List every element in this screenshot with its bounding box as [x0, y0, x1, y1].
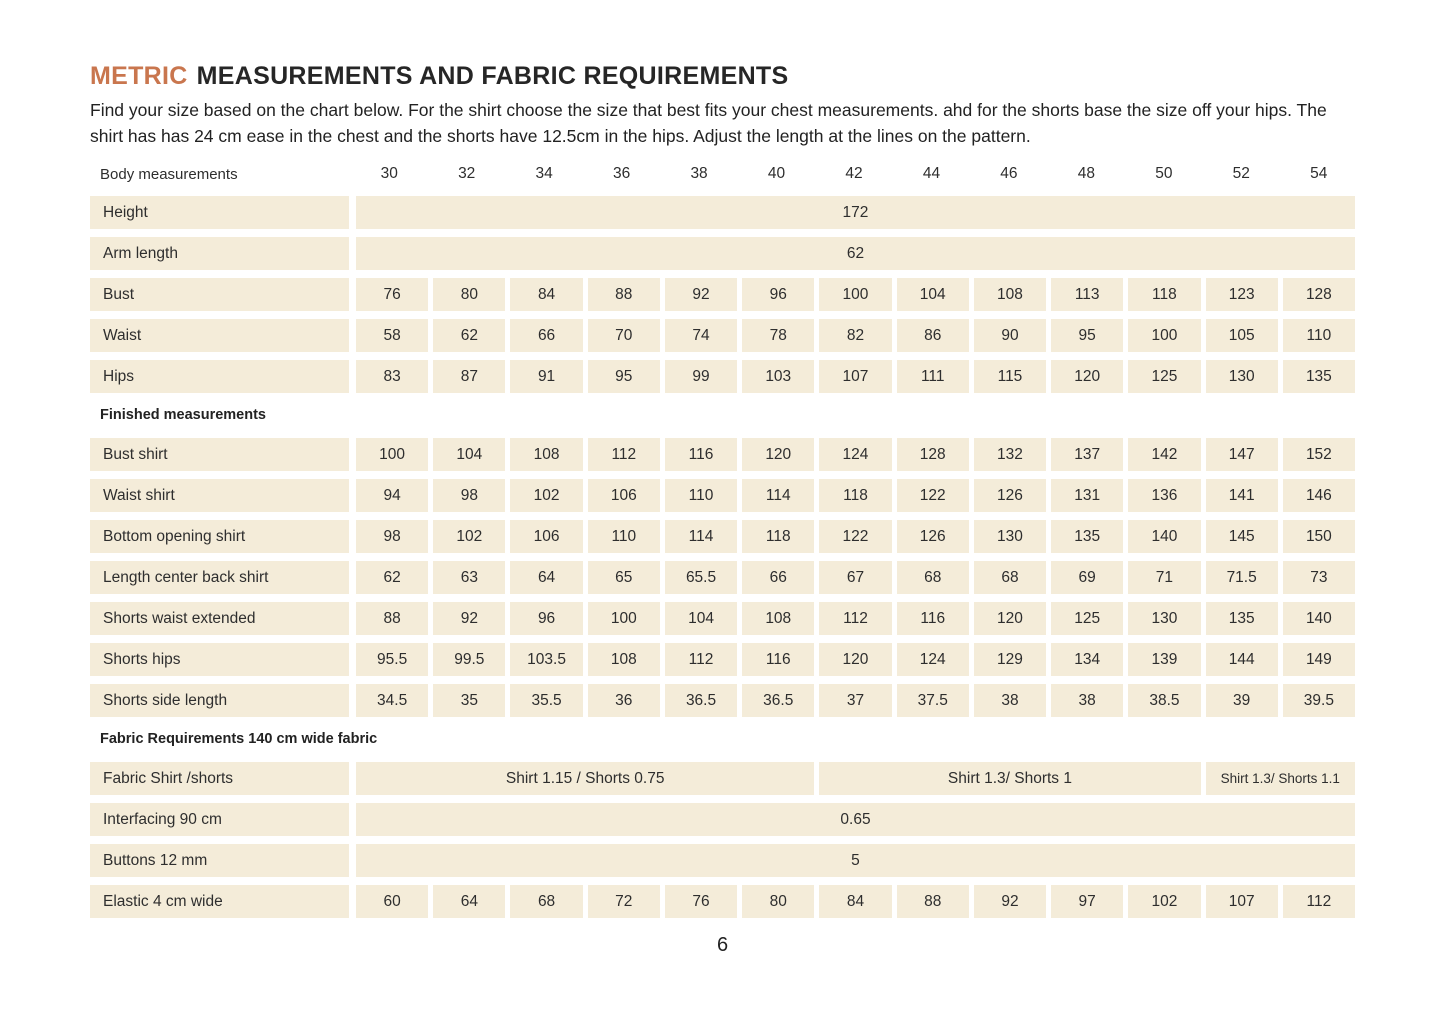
row-label: Shorts waist extended	[90, 602, 349, 635]
row-label: Buttons 12 mm	[90, 844, 349, 877]
value-cell: 135	[1206, 602, 1278, 635]
value-cell: 135	[1051, 520, 1123, 553]
value-cell: 112	[588, 438, 660, 471]
value-cell: 116	[742, 643, 814, 676]
table-row	[90, 196, 1355, 229]
value-cell: 91	[510, 360, 582, 393]
value-cell: 129	[974, 643, 1046, 676]
value-cell: 36.5	[665, 684, 737, 717]
row-values	[356, 278, 1355, 311]
value-cell: 86	[897, 319, 969, 352]
size-header: 54	[1310, 165, 1328, 182]
row-label: Waist shirt	[90, 479, 349, 512]
table-row	[90, 520, 1355, 553]
value-cell: 125	[1128, 360, 1200, 393]
value-cell: 87	[433, 360, 505, 393]
size-header: 40	[767, 165, 786, 182]
table-row	[90, 479, 1355, 512]
value-cell: 100	[1128, 319, 1200, 352]
value-cell: 88	[897, 885, 969, 918]
row-label: Bust shirt	[90, 438, 349, 471]
row-label: Shorts side length	[90, 684, 349, 717]
value-cell: 84	[819, 885, 891, 918]
value-cell: 94	[356, 479, 428, 512]
value-cell: 39	[1206, 684, 1278, 717]
size-header: 36	[612, 165, 631, 182]
value-cell: 125	[1051, 602, 1123, 635]
row-values	[356, 643, 1355, 676]
span-cell: 172	[356, 196, 1355, 229]
value-cell: 128	[897, 438, 969, 471]
value-cell: 107	[819, 360, 891, 393]
value-cell: 36.5	[742, 684, 814, 717]
span-cell: 62	[356, 237, 1355, 270]
value-cell: 134	[1051, 643, 1123, 676]
value-cell: 110	[1283, 319, 1355, 352]
value-cell: 144	[1206, 643, 1278, 676]
value-cell: 108	[588, 643, 660, 676]
row-label: Height	[90, 196, 349, 229]
value-cell: 65	[588, 561, 660, 594]
value-cell: 96	[742, 278, 814, 311]
size-header: 34	[535, 165, 553, 182]
value-cell: 88	[588, 278, 660, 311]
size-header: 48	[1077, 165, 1095, 182]
value-cell: 100	[588, 602, 660, 635]
value-cell: 112	[1283, 885, 1355, 918]
size-header: 44	[922, 165, 941, 182]
value-cell: 126	[897, 520, 969, 553]
value-cell: 116	[665, 438, 737, 471]
value-cell: 95	[1051, 319, 1123, 352]
value-cell: 145	[1206, 520, 1278, 553]
value-cell: 128	[1283, 278, 1355, 311]
value-cell: 137	[1051, 438, 1123, 471]
value-cell: 112	[665, 643, 737, 676]
value-cell: 64	[433, 885, 505, 918]
section-header: Finished measurements	[100, 407, 266, 423]
value-cell: 110	[588, 520, 660, 553]
size-header: 32	[458, 165, 476, 182]
value-cell: 139	[1128, 643, 1200, 676]
value-cell: 116	[897, 602, 969, 635]
measurement-table	[90, 161, 1355, 918]
value-cell: 146	[1283, 479, 1355, 512]
value-cell: 97	[1051, 885, 1123, 918]
value-cell: 92	[433, 602, 505, 635]
size-header-group	[353, 161, 1355, 187]
value-cell: 147	[1206, 438, 1278, 471]
value-cell: 38	[974, 684, 1046, 717]
value-cell: 36	[588, 684, 660, 717]
value-cell: 108	[742, 602, 814, 635]
row-values	[356, 762, 1355, 795]
value-cell: 126	[974, 479, 1046, 512]
value-cell: 105	[1206, 319, 1278, 352]
value-cell: 102	[510, 479, 582, 512]
span-cell: 0.65	[356, 803, 1355, 836]
row-label: Shorts hips	[90, 643, 349, 676]
value-cell: 120	[819, 643, 891, 676]
size-header: 30	[380, 165, 398, 182]
value-cell: 122	[819, 520, 891, 553]
span-cell: Shirt 1.3/ Shorts 1	[819, 762, 1200, 795]
size-header: 38	[690, 165, 708, 182]
table-row	[90, 885, 1355, 918]
row-values	[356, 319, 1355, 352]
value-cell: 64	[510, 561, 582, 594]
value-cell: 124	[819, 438, 891, 471]
table-row	[90, 602, 1355, 635]
value-cell: 63	[433, 561, 505, 594]
value-cell: 58	[356, 319, 428, 352]
value-cell: 35.5	[510, 684, 582, 717]
value-cell: 98	[356, 520, 428, 553]
row-values	[356, 520, 1355, 553]
value-cell: 110	[665, 479, 737, 512]
title-rest: MEASUREMENTS AND FABRIC REQUIREMENTS	[196, 62, 789, 90]
row-label: Elastic 4 cm wide	[90, 885, 349, 918]
table-row	[90, 360, 1355, 393]
value-cell: 135	[1283, 360, 1355, 393]
value-cell: 103	[742, 360, 814, 393]
span-cell: 5	[356, 844, 1355, 877]
row-values	[356, 561, 1355, 594]
value-cell: 114	[742, 479, 814, 512]
table-row	[90, 684, 1355, 717]
value-cell: 111	[897, 360, 969, 393]
value-cell: 100	[356, 438, 428, 471]
value-cell: 90	[974, 319, 1046, 352]
value-cell: 69	[1051, 561, 1123, 594]
value-cell: 115	[974, 360, 1046, 393]
value-cell: 122	[897, 479, 969, 512]
value-cell: 100	[819, 278, 891, 311]
table-row	[90, 319, 1355, 352]
value-cell: 118	[742, 520, 814, 553]
value-cell: 152	[1283, 438, 1355, 471]
value-cell: 131	[1051, 479, 1123, 512]
value-cell: 62	[356, 561, 428, 594]
section-header: Fabric Requirements 140 cm wide fabric	[100, 731, 378, 747]
row-label: Arm length	[90, 237, 349, 270]
value-cell: 71	[1128, 561, 1200, 594]
title-accent: METRIC	[90, 62, 188, 90]
value-cell: 76	[665, 885, 737, 918]
value-cell: 96	[510, 602, 582, 635]
row-values	[356, 844, 1355, 877]
value-cell: 68	[897, 561, 969, 594]
row-label: Fabric Shirt /shorts	[90, 762, 349, 795]
value-cell: 37.5	[897, 684, 969, 717]
value-cell: 130	[1128, 602, 1200, 635]
value-cell: 82	[819, 319, 891, 352]
value-cell: 98	[433, 479, 505, 512]
value-cell: 130	[974, 520, 1046, 553]
value-cell: 142	[1128, 438, 1200, 471]
value-cell: 99	[665, 360, 737, 393]
table-header-label: Body measurements	[100, 165, 238, 183]
value-cell: 106	[588, 479, 660, 512]
value-cell: 150	[1283, 520, 1355, 553]
value-cell: 102	[1128, 885, 1200, 918]
size-header: 50	[1155, 165, 1173, 182]
size-header: 42	[845, 165, 863, 182]
value-cell: 62	[433, 319, 505, 352]
value-cell: 92	[974, 885, 1046, 918]
table-row	[90, 561, 1355, 594]
row-values	[356, 684, 1355, 717]
value-cell: 108	[974, 278, 1046, 311]
value-cell: 120	[742, 438, 814, 471]
value-cell: 39.5	[1283, 684, 1355, 717]
value-cell: 38	[1051, 684, 1123, 717]
value-cell: 92	[665, 278, 737, 311]
table-header-row	[90, 161, 1355, 187]
span-cell: Shirt 1.15 / Shorts 0.75	[356, 762, 814, 795]
value-cell: 107	[1206, 885, 1278, 918]
value-cell: 71.5	[1206, 561, 1278, 594]
value-cell: 130	[1206, 360, 1278, 393]
value-cell: 106	[510, 520, 582, 553]
value-cell: 112	[819, 602, 891, 635]
value-cell: 132	[974, 438, 1046, 471]
value-cell: 68	[510, 885, 582, 918]
value-cell: 104	[433, 438, 505, 471]
value-cell: 102	[433, 520, 505, 553]
value-cell: 123	[1206, 278, 1278, 311]
value-cell: 95.5	[356, 643, 428, 676]
value-cell: 104	[665, 602, 737, 635]
value-cell: 66	[510, 319, 582, 352]
table-row	[90, 803, 1355, 836]
row-values	[356, 196, 1355, 229]
value-cell: 99.5	[433, 643, 505, 676]
row-values	[356, 438, 1355, 471]
value-cell: 66	[742, 561, 814, 594]
value-cell: 78	[742, 319, 814, 352]
value-cell: 108	[510, 438, 582, 471]
table-row	[90, 237, 1355, 270]
value-cell: 67	[819, 561, 891, 594]
value-cell: 60	[356, 885, 428, 918]
value-cell: 74	[665, 319, 737, 352]
value-cell: 80	[742, 885, 814, 918]
row-values	[356, 885, 1355, 918]
size-header: 46	[1000, 165, 1018, 182]
table-row	[90, 278, 1355, 311]
table-row	[90, 438, 1355, 471]
page-title	[90, 62, 1355, 91]
value-cell: 68	[974, 561, 1046, 594]
size-header: 52	[1232, 165, 1250, 182]
value-cell: 104	[897, 278, 969, 311]
table-row	[90, 762, 1355, 795]
value-cell: 136	[1128, 479, 1200, 512]
value-cell: 120	[974, 602, 1046, 635]
row-values	[356, 237, 1355, 270]
value-cell: 84	[510, 278, 582, 311]
value-cell: 80	[433, 278, 505, 311]
value-cell: 95	[588, 360, 660, 393]
value-cell: 120	[1051, 360, 1123, 393]
span-cell: Shirt 1.3/ Shorts 1.1	[1206, 762, 1355, 795]
value-cell: 140	[1128, 520, 1200, 553]
value-cell: 73	[1283, 561, 1355, 594]
row-label: Interfacing 90 cm	[90, 803, 349, 836]
value-cell: 113	[1051, 278, 1123, 311]
row-values	[356, 360, 1355, 393]
table-row	[90, 643, 1355, 676]
row-values	[356, 803, 1355, 836]
page-number: 6	[716, 934, 729, 956]
value-cell: 114	[665, 520, 737, 553]
value-cell: 37	[819, 684, 891, 717]
value-cell: 118	[1128, 278, 1200, 311]
value-cell: 124	[897, 643, 969, 676]
value-cell: 140	[1283, 602, 1355, 635]
value-cell: 65.5	[665, 561, 737, 594]
row-values	[356, 602, 1355, 635]
value-cell: 103.5	[510, 643, 582, 676]
row-values	[356, 479, 1355, 512]
row-label: Waist	[90, 319, 349, 352]
value-cell: 35	[433, 684, 505, 717]
row-label: Bust	[90, 278, 349, 311]
table-row	[90, 844, 1355, 877]
value-cell: 70	[588, 319, 660, 352]
value-cell: 76	[356, 278, 428, 311]
value-cell: 72	[588, 885, 660, 918]
row-label: Bottom opening shirt	[90, 520, 349, 553]
value-cell: 83	[356, 360, 428, 393]
value-cell: 88	[356, 602, 428, 635]
value-cell: 38.5	[1128, 684, 1200, 717]
value-cell: 149	[1283, 643, 1355, 676]
row-label: Hips	[90, 360, 349, 393]
value-cell: 141	[1206, 479, 1278, 512]
value-cell: 34.5	[356, 684, 428, 717]
row-label: Length center back shirt	[90, 561, 349, 594]
intro-text: Find your size based on the chart below. For the shirt choose the size that best fits your chest measurements. ahd for the shorts base the size off your hips. The shirt has has 24 cm ease in the chest and the shorts have 12.5cm in the hips. Adjust the length at the lines on the pattern.	[90, 100, 1327, 146]
value-cell: 118	[819, 479, 891, 512]
